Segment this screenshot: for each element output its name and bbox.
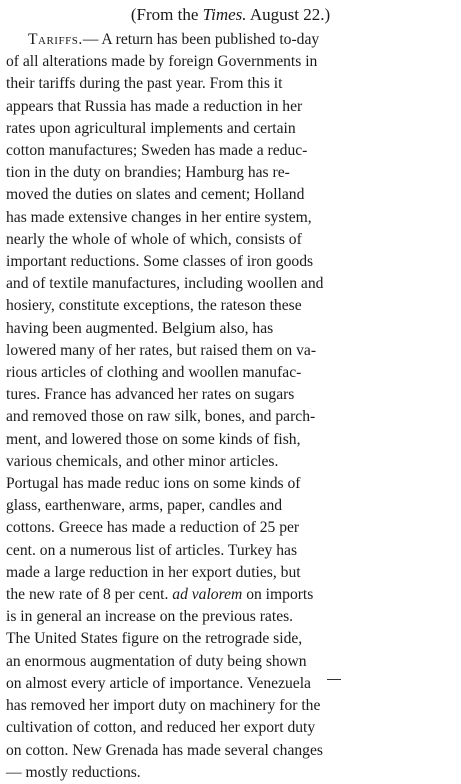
article-line: tion in the duty on brandies; Hamburg has re- (6, 164, 290, 182)
article-line: made a large reduction in her export duties, but (6, 563, 301, 581)
article-line: ment, and lowered those on some kinds of fish, (6, 430, 301, 448)
article-line: has made extensive changes in her entire system, (6, 208, 312, 226)
article-line: various chemicals, and other minor articles. (6, 452, 279, 470)
article-line: nearly the whole of whole of which, consists of (6, 230, 302, 248)
article-line: The United States figure on the retrograde side, (6, 630, 303, 648)
article-line: is in general an increase on the previous rates. (6, 608, 294, 626)
article-line: rates upon agricultural implements and certain (6, 119, 296, 137)
article-line: on cotton. New Grenada has made several changes (6, 741, 323, 759)
article-line: lowered many of her rates, but raised them on va- (6, 341, 317, 359)
article-line: of all alterations made by foreign Governments in (6, 53, 318, 71)
article-body (6, 29, 455, 784)
article-line: having been augmented. Belgium also, has (6, 319, 274, 337)
article-heading (6, 4, 455, 26)
article-line: moved the duties on slates and cement; Holland (6, 186, 305, 204)
article-line: appears that Russia has made a reduction in her (6, 97, 303, 115)
closing-rule (327, 679, 341, 680)
article-line: cottons. Greece has made a reduction of 25 per (6, 519, 300, 537)
article-line: and removed those on raw silk, bones, and parch- (6, 408, 316, 426)
article-line: important reductions. Some classes of iron goods (6, 253, 314, 271)
heading-date: August 22.) (249, 5, 331, 24)
article-line: cultivation of cotton, and reduced her export duty (6, 719, 316, 737)
article-line: tures. France has advanced her rates on sugars (6, 386, 295, 404)
italic-phrase: ad valorem (172, 586, 243, 604)
article-line: Portugal has made reduc ions on some kinds of (6, 475, 301, 493)
article-line: cotton manufactures; Sweden has made a reduc- (6, 142, 308, 160)
article-line: glass, earthenware, arms, paper, candles and (6, 497, 283, 515)
article-line: hosiery, constitute exceptions, the rateson these (6, 297, 302, 315)
article-line: cent. on a numerous list of articles. Turkey has (6, 541, 298, 559)
article-line: has removed her import duty on machinery for the (6, 697, 321, 715)
article-line: their tariffs during the past year. From this it (6, 75, 283, 93)
article-line: on almost every article of importance. Venezuela (6, 674, 311, 692)
lead-label: Tariffs. (28, 31, 83, 48)
article-line: Tariffs.— A return has been published to-day (28, 31, 320, 48)
article-line: rious articles of clothing and woollen manufac- (6, 364, 302, 382)
article-line: an enormous augmentation of duty being shown (6, 652, 307, 670)
article-line: — mostly reductions. (6, 763, 141, 781)
heading-source: Times. (202, 5, 247, 24)
heading-prefix: (From the (130, 5, 199, 24)
article-line: the new rate of 8 per cent. ad valorem on imports (6, 586, 314, 604)
article-line: and of textile manufactures, including woollen and (6, 275, 324, 293)
